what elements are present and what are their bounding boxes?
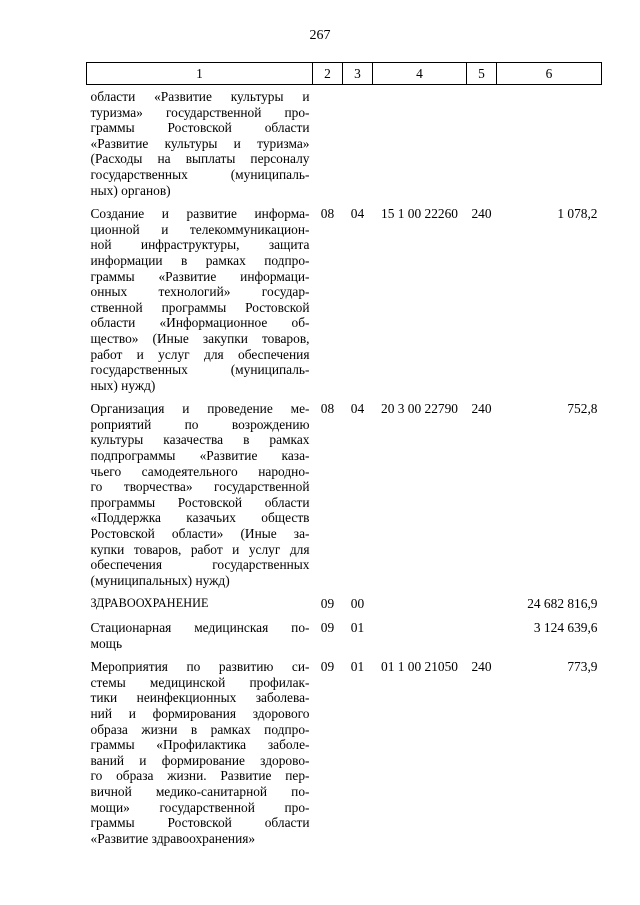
description-line: мощь <box>90 635 123 651</box>
description-line: стемы медицинской профилак- <box>90 674 310 690</box>
description-line: роприятий по возрождению <box>90 416 310 432</box>
amount: 773,9 <box>567 659 598 675</box>
subsection-code: 04 <box>350 206 365 222</box>
table-row <box>87 616 602 655</box>
amount: 24 682 816,9 <box>527 596 598 612</box>
page-number: 267 <box>309 28 331 43</box>
description-line: ваний и формирование здорово- <box>90 752 310 768</box>
description-line: ных) органов) <box>90 182 171 198</box>
description-line: Мероприятия по развитию си- <box>90 659 310 675</box>
row-description <box>87 655 313 850</box>
expense-type-code: 240 <box>471 206 492 222</box>
amount: 3 124 639,6 <box>533 620 598 635</box>
description-line: Ростовской области» (Иные за- <box>90 526 310 542</box>
row-description <box>87 397 313 592</box>
header-col-4: 4 <box>373 63 467 85</box>
description-line: щество» (Иные закупки товаров, <box>90 330 310 346</box>
description-line: ний и формирования здорового <box>90 705 310 721</box>
amount: 752,8 <box>567 401 598 417</box>
table-row <box>87 397 602 592</box>
target-article-code <box>373 616 467 655</box>
description-line: государственных (муниципаль- <box>90 362 310 378</box>
description-line: Организация и проведение ме- <box>90 401 310 417</box>
table-row <box>87 85 602 203</box>
target-article-code <box>373 592 467 616</box>
description-line: граммы «Развитие информаци- <box>90 268 310 284</box>
expense-type-code <box>467 592 497 616</box>
description-line: информации в рамках подпро- <box>90 252 310 268</box>
description-line: ственной программы Ростовской <box>90 299 310 315</box>
description-line: Создание и развитие информа- <box>90 206 310 222</box>
table-row <box>87 655 602 850</box>
section-code: 08 <box>320 401 335 417</box>
description-line: «Поддержка казачьих обществ <box>90 510 310 526</box>
budget-table <box>86 62 602 850</box>
description-line: вичной медико-санитарной по- <box>90 783 310 799</box>
table-body <box>87 85 602 851</box>
expense-type-code: 240 <box>471 401 492 417</box>
description-line: ционной и телекоммуникацион- <box>90 221 310 237</box>
expense-type-code: 240 <box>471 659 492 675</box>
target-article-code <box>373 85 467 203</box>
table-header <box>87 63 602 85</box>
description-line: «Развитие здравоохранения» <box>90 830 256 846</box>
row-description <box>87 85 313 203</box>
description-line: государственных (муниципаль- <box>90 166 310 182</box>
header-row <box>87 63 602 85</box>
header-col-3: 3 <box>343 63 373 85</box>
description-line: (Расходы на выплаты персоналу <box>90 151 310 167</box>
description-line: онных технологий» государ- <box>90 284 310 300</box>
description-line: программы Ростовской области <box>90 494 310 510</box>
description-line: Стационарная медицинская по- <box>90 620 310 635</box>
description-line: образа жизни в рамках подпро- <box>90 721 310 737</box>
description-line: граммы «Профилактика заболе- <box>90 737 310 753</box>
description-line: ЗДРАВООХРАНЕНИЕ <box>90 596 209 611</box>
description-line: мощи» государственной про- <box>90 799 310 815</box>
section-code: 09 <box>320 659 335 675</box>
target-article-code: 20 3 00 22790 <box>381 401 458 417</box>
table-row <box>87 202 602 397</box>
description-line: граммы Ростовской области <box>90 815 310 831</box>
description-line: обеспечения государственных <box>90 557 310 573</box>
row-description <box>87 202 313 397</box>
amount <box>497 85 602 203</box>
description-line: культуры казачества в рамках <box>90 432 310 448</box>
row-description <box>87 592 313 616</box>
expense-type-code <box>467 616 497 655</box>
subsection-code <box>343 85 373 203</box>
header-col-6: 6 <box>497 63 602 85</box>
description-line: купки товаров, работ и услуг для <box>90 541 310 557</box>
expense-type-code <box>467 85 497 203</box>
description-line: области «Информационное об- <box>90 315 310 331</box>
description-line: работ и услуг для обеспечения <box>90 346 310 362</box>
header-col-2: 2 <box>313 63 343 85</box>
description-line: подпрограммы «Развитие каза- <box>90 448 310 464</box>
description-line: го творчества» государственной <box>90 479 310 495</box>
description-line: туризма» государственной про- <box>90 104 310 120</box>
subsection-code: 01 <box>350 659 365 675</box>
section-code: 09 <box>320 620 335 635</box>
row-description <box>87 616 313 655</box>
section-code: 09 <box>320 596 335 612</box>
subsection-code: 01 <box>350 620 365 635</box>
subsection-code: 04 <box>350 401 365 417</box>
description-line: ной инфраструктуры, защита <box>90 237 310 253</box>
header-col-1: 1 <box>87 63 313 85</box>
description-line: области «Развитие культуры и <box>90 89 310 104</box>
amount: 1 078,2 <box>557 206 598 222</box>
description-line: граммы Ростовской области <box>90 120 310 136</box>
header-col-5: 5 <box>467 63 497 85</box>
subsection-code: 00 <box>350 596 365 612</box>
description-line: го образа жизни. Развитие пер- <box>90 768 310 784</box>
description-line: тики неинфекционных заболева- <box>90 690 310 706</box>
description-line: (муниципальных) нужд) <box>90 572 230 588</box>
target-article-code: 15 1 00 22260 <box>381 206 458 222</box>
section-code: 08 <box>320 206 335 222</box>
target-article-code: 01 1 00 21050 <box>381 659 458 675</box>
description-line: ных) нужд) <box>90 377 156 393</box>
description-line: «Развитие культуры и туризма» <box>90 135 310 151</box>
table-row <box>87 592 602 616</box>
section-code <box>313 85 343 203</box>
description-line: чьего самодеятельного народно- <box>90 463 310 479</box>
